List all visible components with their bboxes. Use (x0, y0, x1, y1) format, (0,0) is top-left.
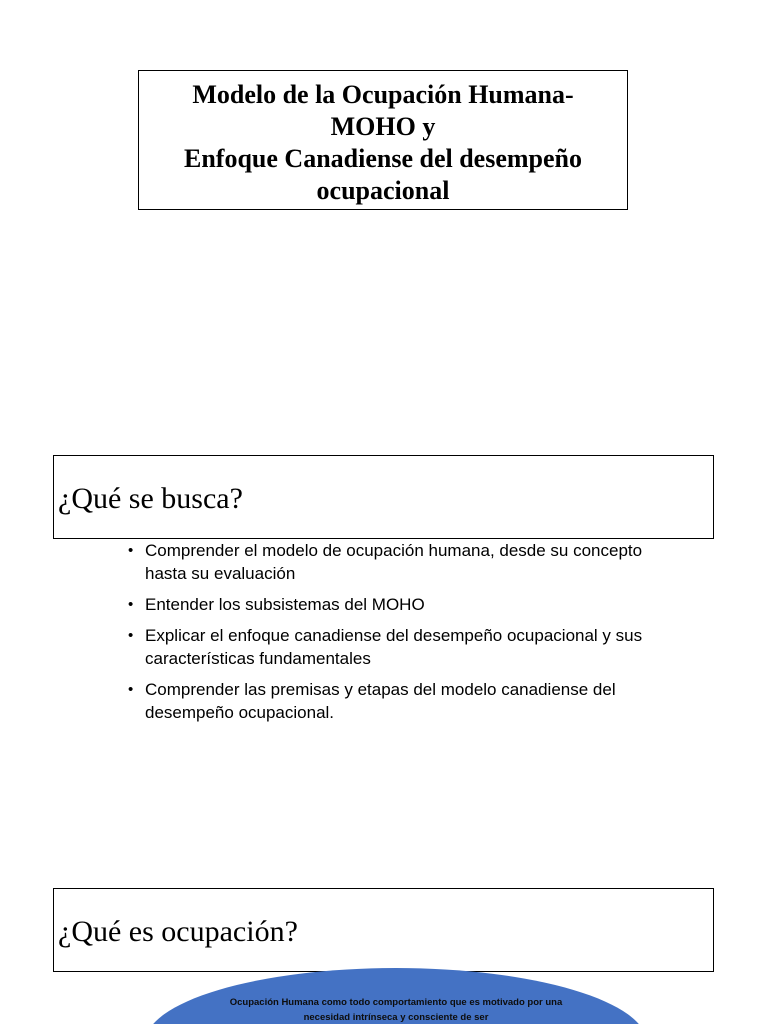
title-box (138, 70, 628, 210)
objectives-list (128, 539, 688, 732)
bullet-icon: • (128, 627, 134, 644)
list-item (128, 593, 688, 616)
list-item (128, 678, 688, 724)
bullet-icon: • (128, 681, 134, 698)
title-line: ocupacional (316, 176, 450, 205)
definition-text: Ocupación Humana como todo comportamiento que es motivado por una necesidad intrínseca y consciente de ser (229, 997, 563, 1023)
list-item (128, 539, 688, 585)
bullet-icon: • (128, 596, 134, 613)
section-heading-que-se-busca: ¿Qué se busca? (53, 455, 714, 539)
list-item-text: Comprender el modelo de ocupación humana, desde su concepto hasta su evaluación (145, 541, 643, 583)
list-item-text: Entender los subsistemas del MOHO (145, 595, 425, 614)
section-heading-que-es-ocupacion: ¿Qué es ocupación? (53, 888, 714, 972)
bullet-icon: • (128, 542, 134, 559)
list-item (128, 624, 688, 670)
title-line: Modelo de la Ocupación Humana- (192, 80, 574, 109)
title-line: MOHO y (330, 112, 436, 141)
title-line: Enfoque Canadiense del desempeño (184, 144, 582, 173)
list-item-text: Comprender las premisas y etapas del modelo canadiense del desempeño ocupacional. (145, 680, 616, 722)
list-item-text: Explicar el enfoque canadiense del desempeño ocupacional y sus características fundamentales (145, 626, 643, 668)
